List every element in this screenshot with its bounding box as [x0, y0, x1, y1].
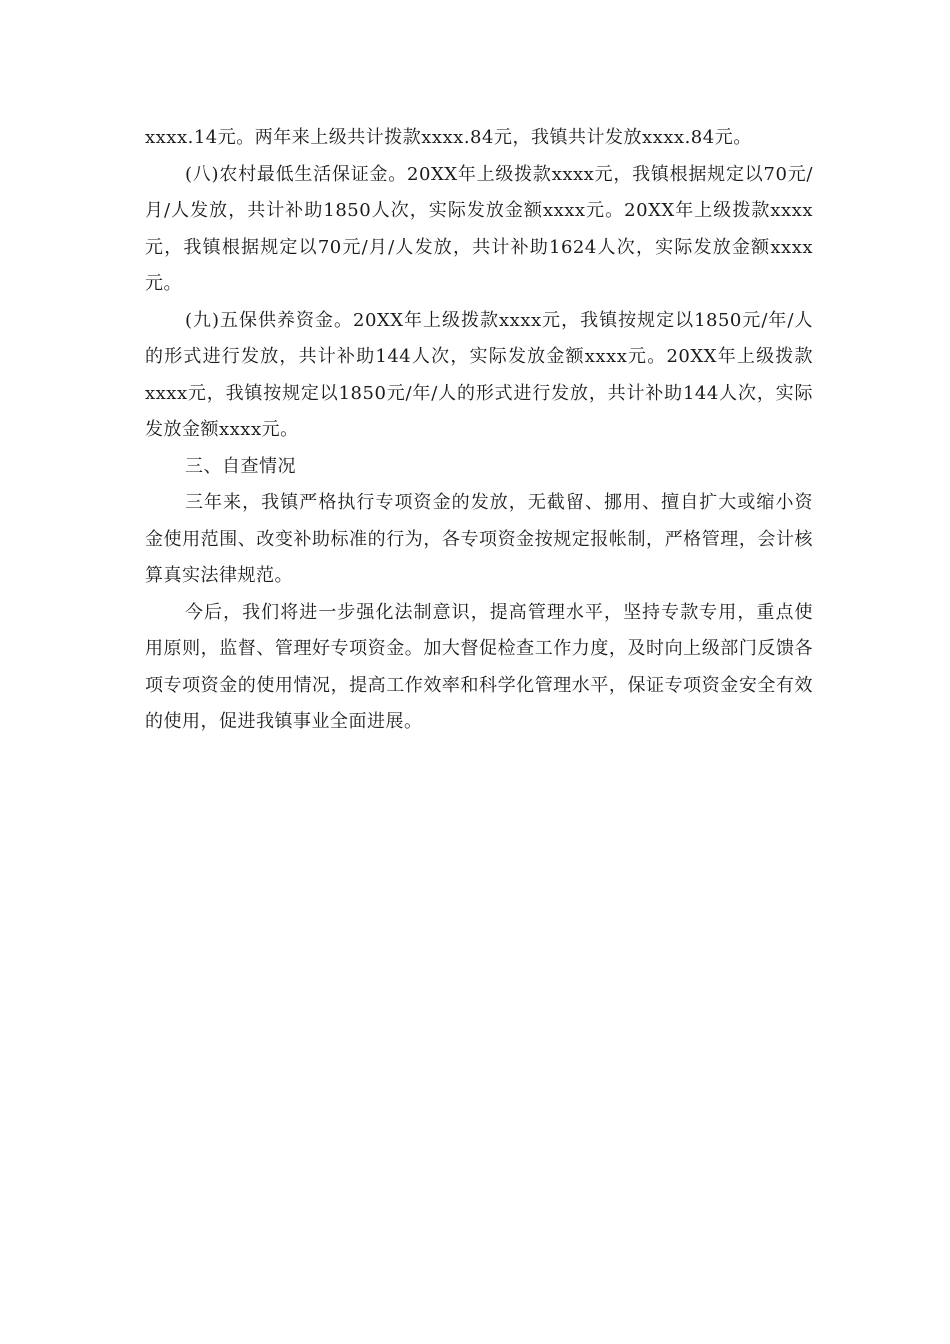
paragraph-future-plans: 今后，我们将进一步强化法制意识，提高管理水平，坚持专款专用，重点使用原则，监督、管理好专项资金。加大督促检查工作力度，及时向上级部门反馈各项专项资金的使用情况，提高工作效率和科学化管理水平，保证专项资金安全有效的使用，促进我镇事业全面进展。: [145, 601, 813, 732]
paragraph-self-check: 三年来，我镇严格执行专项资金的发放，无截留、挪用、擅自扩大或缩小资金使用范围、改变补助标准的行为，各专项资金按规定报帐制，严格管理，会计核算真实法律规范。: [145, 492, 813, 586]
section-heading-self-check: 三、自查情况: [185, 455, 296, 477]
paragraph-item-9-five-guarantee: (九)五保供养资金。20XX年上级拨款xxxx元，我镇按规定以1850元/年/人的形式进行发放，共计补助144人次，实际发放金额xxxx元。20XX年上级拨款xxxx元，我镇按规定以1850元/年/人的形式进行发放，共计补助144人次，实际发放金额xxxx元。: [145, 309, 813, 440]
paragraph-continuation: xxxx.14元。两年来上级共计拨款xxxx.84元，我镇共计发放xxxx.84元。: [145, 127, 752, 148]
document-body: [145, 120, 813, 741]
paragraph-item-8-rural-minimum-living: (八)农村最低生活保证金。20XX年上级拨款xxxx元，我镇根据规定以70元/月/人发放，共计补助1850人次，实际发放金额xxxx元。20XX年上级拨款xxxx元，我镇根据规定以70元/月/人发放，共计补助1624人次，实际发放金额xxxx元。: [145, 163, 813, 294]
